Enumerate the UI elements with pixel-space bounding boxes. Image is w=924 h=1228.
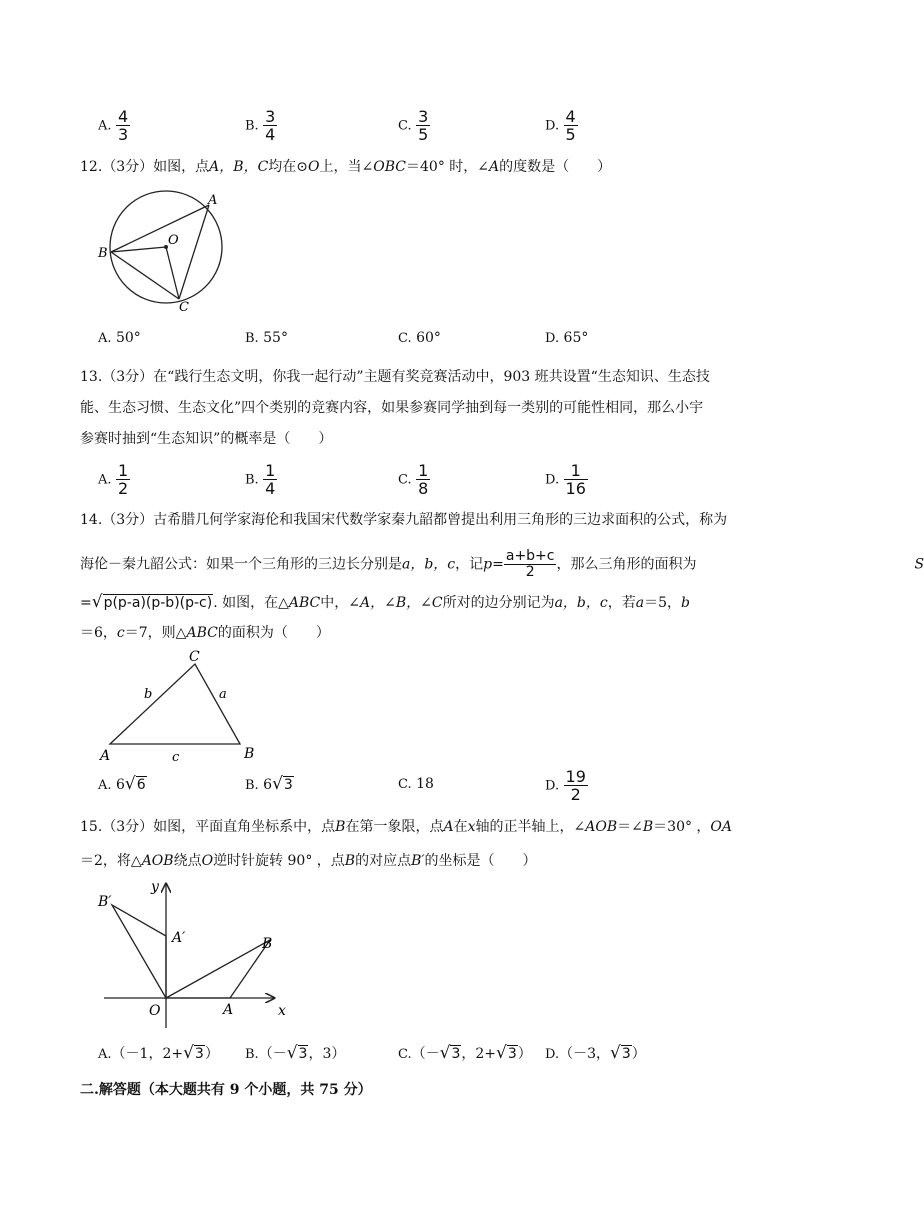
q12-option-a: A. 50° bbox=[98, 330, 141, 346]
q14-option-b: B. 6√3 bbox=[245, 774, 293, 794]
sqrt-icon: √ bbox=[286, 1043, 298, 1063]
label-o: O bbox=[149, 1003, 161, 1019]
q14-option-d: D. $\frac{19}{2}$ bbox=[545, 767, 586, 804]
label-a-prime: A′ bbox=[172, 930, 186, 946]
fraction: $\frac{1}{2}$ bbox=[117, 461, 129, 498]
label-a-vertex: A bbox=[100, 748, 111, 764]
sqrt-icon: √ bbox=[91, 592, 103, 612]
q11-option-d: D. $\frac{4}{5}$ bbox=[545, 107, 576, 144]
segment-ac bbox=[179, 205, 209, 299]
q15-line-1: 15.（3分）如图，平面直角坐标系中，点B在第一象限，点A在x轴的正半轴上，∠AOB＝∠B＝30° ，OA bbox=[80, 819, 733, 835]
fraction: $\frac{4}{3}$ bbox=[117, 107, 129, 144]
label-x: x bbox=[278, 1003, 286, 1019]
section-2-heading: 二.解答题（本大题共有 9 个小题，共 75 分） bbox=[80, 1082, 372, 1098]
label-b-prime: B′ bbox=[98, 894, 112, 910]
q12-option-c: C. 60° bbox=[398, 330, 441, 346]
label-b-vertex: B bbox=[244, 746, 255, 762]
label-side-a: a bbox=[219, 687, 227, 702]
q13-option-c: C. $\frac{1}{8}$ bbox=[398, 461, 429, 498]
label-y: y bbox=[151, 879, 159, 895]
segment-ba bbox=[111, 205, 209, 252]
fraction: $\frac{1}{8}$ bbox=[418, 461, 429, 498]
q11-option-c: C. $\frac{3}{5}$ bbox=[398, 107, 429, 144]
q15-option-b: B.（－√3，3） bbox=[245, 1043, 346, 1063]
fraction: $\frac{3}{4}$ bbox=[265, 107, 276, 144]
fraction: $\frac{1}{4}$ bbox=[265, 461, 276, 498]
q14-option-c: C. 18 bbox=[398, 776, 434, 792]
q15-line-2: ＝2，将△AOB绕点O逆时针旋转 90° ，点B的对应点B′的坐标是（ ） bbox=[80, 853, 537, 869]
fraction: $\frac{19}{2}$ bbox=[565, 767, 586, 804]
label-c: C bbox=[179, 300, 189, 315]
q11-option-a: A. $\frac{4}{3}$ bbox=[98, 107, 129, 144]
q12-option-d: D. 65° bbox=[545, 330, 589, 346]
label-b: B bbox=[262, 936, 273, 952]
sqrt-icon: √ bbox=[496, 1043, 507, 1063]
fraction: $\frac{1}{16}$ bbox=[565, 461, 586, 498]
sqrt-icon: √ bbox=[183, 1043, 194, 1063]
fraction-p: $\frac{a+b+c}{2}$ bbox=[505, 548, 555, 580]
q15-option-d: D.（－3，√3） bbox=[545, 1043, 646, 1063]
sqrt-icon: √ bbox=[610, 1043, 621, 1063]
label-o: O bbox=[168, 233, 179, 248]
triangle-aob bbox=[166, 940, 270, 998]
q14-option-a: A. 6√6 bbox=[98, 774, 146, 794]
sqrt-icon: √ bbox=[272, 774, 283, 794]
fraction: $\frac{3}{5}$ bbox=[418, 107, 429, 144]
q14-line-3: =√p(p-a)(p-b)(p-c). 如图，在△ABC中，∠A，∠B，∠C所对的边分别记为a，b，c，若a＝5，b bbox=[80, 592, 690, 612]
q14-line-2: 海伦－秦九韶公式：如果一个三角形的三边长分别是a，b，c，记p= $\frac{a+b+c}{2}$ ，那么三角形的面积为 S bbox=[80, 548, 924, 580]
q13-line-3: 参赛时抽到“生态知识”的概率是（ ） bbox=[80, 431, 333, 447]
q12-option-b: B. 55° bbox=[245, 330, 288, 346]
q12-circle-figure bbox=[90, 185, 240, 315]
q11-option-b: B. $\frac{3}{4}$ bbox=[245, 107, 276, 144]
label-side-c: c bbox=[172, 750, 180, 765]
q14-line-1: 14.（3分）古希腊几何学家海伦和我国宋代数学家秦九韶都曾提出利用三角形的三边求面积的公式，称为 bbox=[80, 512, 728, 528]
triangle-aob-rotated bbox=[112, 905, 166, 998]
q15-coordinate-figure bbox=[92, 872, 302, 1032]
label-a: A bbox=[223, 1002, 234, 1018]
sqrt-icon: √ bbox=[124, 774, 136, 794]
q15-option-c: C.（－√3，2+√3） bbox=[398, 1043, 532, 1063]
q13-option-d: D. $\frac{1}{16}$ bbox=[545, 461, 586, 498]
triangle-abc bbox=[110, 664, 240, 744]
q13-option-a: A. $\frac{1}{2}$ bbox=[98, 461, 129, 498]
q14-line-4: ＝6，c＝7，则△ABC的面积为（ ） bbox=[80, 625, 330, 641]
q13-line-1: 13.（3分）在“践行生态文明，你我一起行动”主题有奖竞赛活动中，903 班共设置“生态知识、生态技 bbox=[80, 369, 710, 385]
label-b: B bbox=[98, 246, 108, 261]
label-a: A bbox=[208, 193, 218, 208]
q13-line-2: 能、生态习惯、生态文化”四个类别的竞赛内容，如果参赛同学抽到每一类别的可能性相同，那么小宇 bbox=[80, 400, 704, 416]
q13-option-b: B. $\frac{1}{4}$ bbox=[245, 461, 276, 498]
label-c-vertex: C bbox=[189, 649, 200, 665]
q15-option-a: A.（－1，2+√3） bbox=[98, 1043, 219, 1063]
fraction: $\frac{4}{5}$ bbox=[565, 107, 576, 144]
sqrt-icon: √ bbox=[439, 1043, 451, 1063]
label-side-b: b bbox=[144, 687, 153, 702]
q14-triangle-figure bbox=[92, 646, 272, 766]
q12-stem: 12.（3分）如图，点A，B，C均在⊙O上，当∠OBC＝40° 时，∠A的度数是（ ） bbox=[80, 159, 612, 175]
